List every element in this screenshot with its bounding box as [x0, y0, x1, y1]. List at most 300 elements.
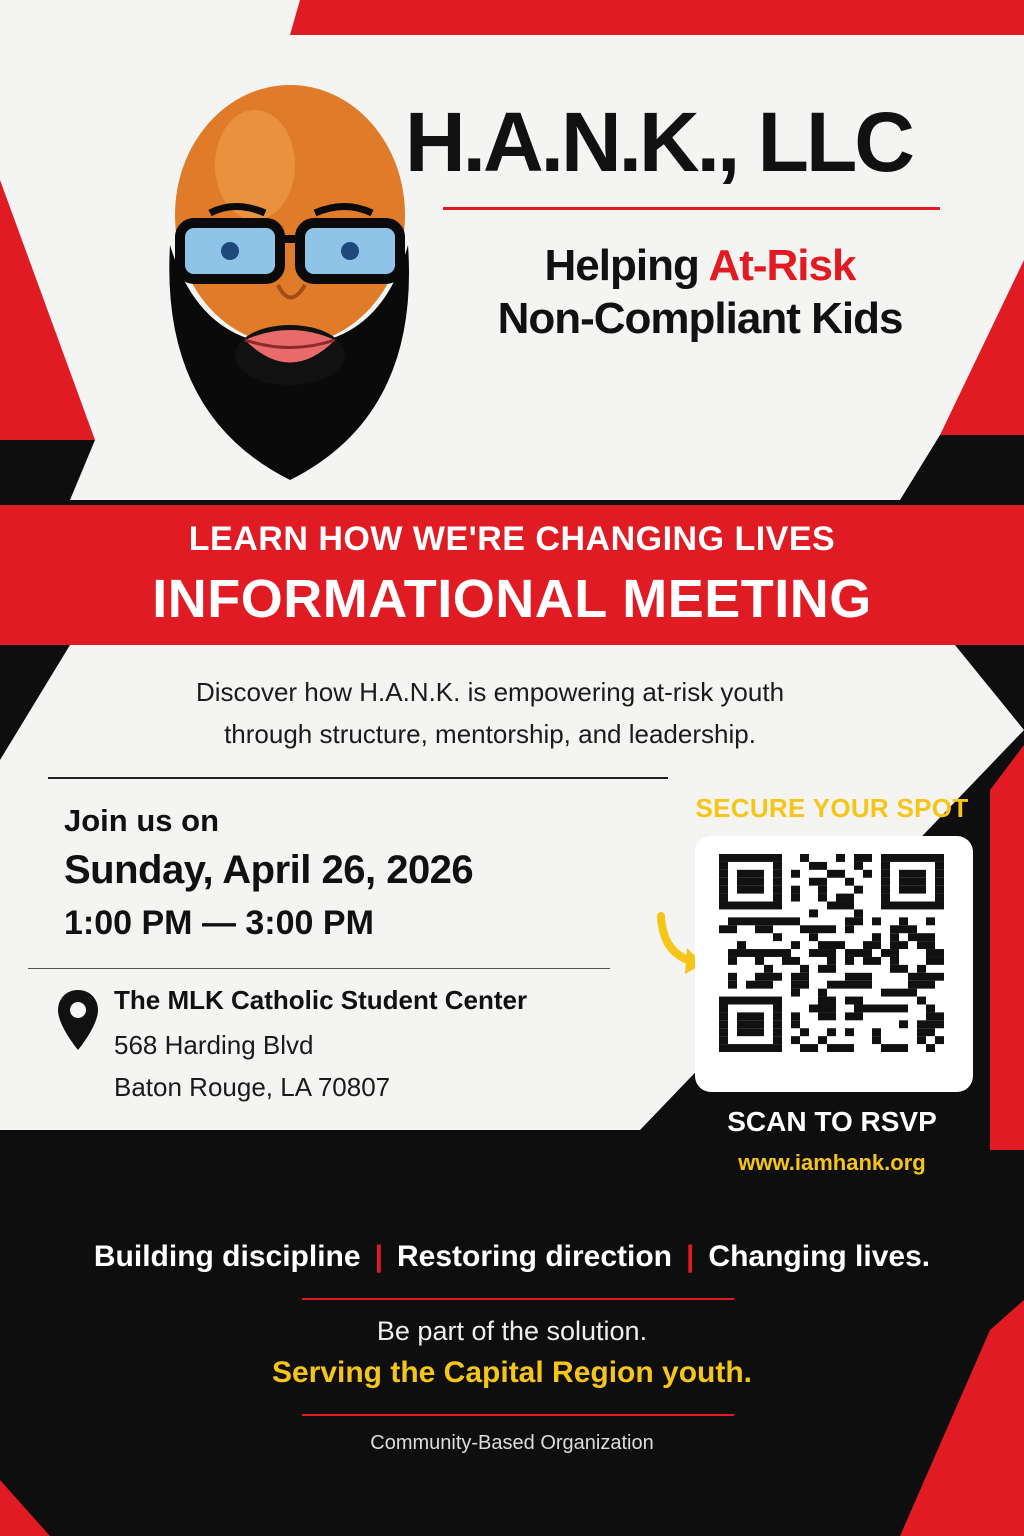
qr-module: [791, 941, 800, 949]
qr-module: [791, 981, 800, 989]
qr-module: [755, 917, 764, 925]
qr-module: [935, 854, 944, 862]
qr-module: [854, 973, 863, 981]
qr-module: [926, 973, 935, 981]
qr-module: [845, 949, 854, 957]
qr-module: [719, 1028, 728, 1036]
qr-module: [728, 925, 737, 933]
qr-module: [908, 981, 917, 989]
qr-module: [836, 870, 845, 878]
qr-module: [836, 981, 845, 989]
motto-item-1: Building discipline: [93, 1240, 361, 1273]
qr-code[interactable]: [695, 836, 973, 1092]
qr-module: [926, 1044, 935, 1052]
qr-module: [845, 997, 854, 1005]
qr-module: [872, 917, 881, 925]
qr-module: [773, 902, 782, 910]
qr-module: [818, 878, 827, 886]
qr-module: [791, 1012, 800, 1020]
qr-module: [863, 870, 872, 878]
qr-module: [908, 902, 917, 910]
qr-module: [764, 902, 773, 910]
qr-module: [755, 1012, 764, 1020]
qr-module: [737, 1012, 746, 1020]
qr-module: [728, 902, 737, 910]
venue-street: 568 Harding Blvd: [114, 1030, 314, 1060]
qr-module: [719, 886, 728, 894]
qr-module: [728, 1044, 737, 1052]
qr-module: [719, 1012, 728, 1020]
qr-module: [890, 854, 899, 862]
qr-module: [746, 1020, 755, 1028]
qr-module: [773, 870, 782, 878]
tagline-prefix: Helping: [544, 241, 699, 290]
qr-module: [899, 886, 908, 894]
qr-module: [881, 989, 890, 997]
qr-module: [845, 981, 854, 989]
qr-module: [845, 894, 854, 902]
qr-module: [827, 1044, 836, 1052]
qr-module: [728, 854, 737, 862]
qr-module: [746, 949, 755, 957]
qr-module: [773, 1020, 782, 1028]
qr-module: [863, 957, 872, 965]
location-divider: [28, 968, 610, 969]
section-divider: [48, 777, 668, 779]
qr-module: [809, 925, 818, 933]
qr-module: [818, 894, 827, 902]
qr-module: [755, 981, 764, 989]
qr-module: [881, 1044, 890, 1052]
qr-module: [854, 1004, 863, 1012]
serving-statement: Serving the Capital Region youth.: [271, 1356, 753, 1389]
qr-module: [836, 894, 845, 902]
qr-module: [719, 1004, 728, 1012]
qr-module: [818, 949, 827, 957]
qr-module: [890, 957, 899, 965]
qr-module: [935, 894, 944, 902]
qr-module: [800, 1028, 809, 1036]
qr-module: [773, 1012, 782, 1020]
qr-module: [773, 949, 782, 957]
qr-code-card[interactable]: [695, 836, 973, 1092]
qr-module: [935, 957, 944, 965]
qr-module: [719, 997, 728, 1005]
qr-module: [845, 1028, 854, 1036]
qr-module: [917, 886, 926, 894]
qr-module: [899, 870, 908, 878]
qr-module: [836, 941, 845, 949]
qr-module: [809, 1044, 818, 1052]
qr-module: [737, 941, 746, 949]
qr-module: [845, 917, 854, 925]
qr-module: [746, 886, 755, 894]
qr-module: [737, 1044, 746, 1052]
qr-module: [890, 1004, 899, 1012]
qr-module: [917, 941, 926, 949]
qr-module: [818, 1012, 827, 1020]
qr-module: [863, 973, 872, 981]
qr-module: [899, 965, 908, 973]
motto-separator: |: [374, 1240, 383, 1273]
qr-module: [755, 1020, 764, 1028]
qr-module: [908, 973, 917, 981]
motto: [0, 1240, 1024, 1274]
qr-module: [719, 870, 728, 878]
qr-module: [926, 941, 935, 949]
qr-module: [773, 1036, 782, 1044]
qr-module: [899, 925, 908, 933]
qr-module: [854, 997, 863, 1005]
motto-item-3: Changing lives.: [708, 1240, 931, 1273]
banner-heading: INFORMATIONAL MEETING: [152, 569, 872, 629]
qr-module: [881, 854, 890, 862]
qr-module: [746, 870, 755, 878]
qr-module: [827, 1004, 836, 1012]
qr-module: [935, 878, 944, 886]
qr-module: [737, 902, 746, 910]
qr-module: [845, 957, 854, 965]
qr-module: [737, 997, 746, 1005]
qr-module: [926, 1004, 935, 1012]
qr-module: [737, 870, 746, 878]
venue-name: The MLK Catholic Student Center: [114, 985, 528, 1015]
qr-module: [773, 1044, 782, 1052]
qr-module: [791, 870, 800, 878]
qr-module: [863, 941, 872, 949]
qr-module: [881, 1004, 890, 1012]
qr-module: [809, 862, 818, 870]
qr-module: [764, 981, 773, 989]
qr-module: [899, 1044, 908, 1052]
qr-module: [818, 1004, 827, 1012]
organization-title: H.A.N.K., LLC: [405, 95, 912, 189]
qr-module: [917, 965, 926, 973]
qr-module: [827, 997, 836, 1005]
qr-module: [935, 1020, 944, 1028]
qr-module: [899, 1020, 908, 1028]
qr-module: [917, 902, 926, 910]
qr-module: [881, 894, 890, 902]
qr-module: [926, 854, 935, 862]
qr-module: [935, 949, 944, 957]
qr-module: [764, 917, 773, 925]
qr-module: [890, 949, 899, 957]
qr-module: [890, 941, 899, 949]
qr-module: [890, 902, 899, 910]
qr-module: [773, 862, 782, 870]
qr-module: [791, 894, 800, 902]
scan-label: SCAN TO RSVP: [727, 1106, 937, 1137]
qr-module: [845, 973, 854, 981]
qr-module: [872, 1036, 881, 1044]
qr-module: [881, 862, 890, 870]
qr-module: [836, 1044, 845, 1052]
qr-module: [782, 917, 791, 925]
qr-module: [908, 989, 917, 997]
qr-module: [899, 902, 908, 910]
qr-module: [908, 878, 917, 886]
qr-module: [809, 909, 818, 917]
qr-module: [818, 997, 827, 1005]
qr-module: [872, 1028, 881, 1036]
tagline-highlight: At-Risk: [708, 241, 856, 290]
qr-module: [746, 1012, 755, 1020]
description-line2: through structure, mentorship, and leadership.: [224, 718, 756, 749]
qr-module: [854, 949, 863, 957]
call-to-action: Be part of the solution.: [376, 1316, 648, 1346]
qr-module: [737, 1020, 746, 1028]
qr-module: [926, 981, 935, 989]
qr-module: [800, 1044, 809, 1052]
qr-module: [836, 902, 845, 910]
qr-module: [926, 957, 935, 965]
tagline-line2: Non-Compliant Kids: [497, 293, 903, 343]
qr-module: [926, 1028, 935, 1036]
qr-module: [854, 854, 863, 862]
join-label: Join us on: [64, 803, 219, 838]
qr-module: [719, 878, 728, 886]
qr-module: [764, 1044, 773, 1052]
qr-module: [863, 1004, 872, 1012]
qr-module: [737, 886, 746, 894]
qr-module: [746, 981, 755, 989]
qr-module: [809, 878, 818, 886]
qr-module: [737, 1028, 746, 1036]
qr-module: [827, 957, 836, 965]
qr-module: [728, 949, 737, 957]
qr-module: [809, 1004, 818, 1012]
qr-module: [764, 925, 773, 933]
qr-module: [926, 917, 935, 925]
motto-separator: |: [686, 1240, 695, 1273]
qr-module: [935, 973, 944, 981]
qr-module: [935, 862, 944, 870]
qr-module: [746, 997, 755, 1005]
qr-module: [818, 989, 827, 997]
qr-module: [719, 862, 728, 870]
qr-module: [935, 902, 944, 910]
qr-module: [881, 886, 890, 894]
qr-module: [791, 989, 800, 997]
qr-module: [926, 949, 935, 957]
qr-module: [827, 981, 836, 989]
qr-module: [845, 878, 854, 886]
qr-module: [872, 933, 881, 941]
qr-module: [827, 1028, 836, 1036]
qr-module: [917, 854, 926, 862]
qr-module: [737, 854, 746, 862]
qr-module: [728, 997, 737, 1005]
qr-module: [818, 925, 827, 933]
qr-module: [881, 902, 890, 910]
qr-module: [746, 902, 755, 910]
qr-module: [926, 902, 935, 910]
event-time: 1:00 PM — 3:00 PM: [64, 904, 374, 942]
qr-module: [764, 854, 773, 862]
qr-module: [845, 1044, 854, 1052]
qr-module: [890, 933, 899, 941]
qr-module: [917, 997, 926, 1005]
qr-module: [746, 854, 755, 862]
description-line1: Discover how H.A.N.K. is empowering at-risk youth: [195, 677, 785, 707]
qr-module: [854, 981, 863, 989]
qr-module: [890, 1044, 899, 1052]
qr-module: [935, 1012, 944, 1020]
qr-module: [899, 1004, 908, 1012]
qr-module: [719, 854, 728, 862]
qr-module: [872, 941, 881, 949]
qr-module: [854, 917, 863, 925]
qr-module: [746, 1028, 755, 1036]
qr-module: [800, 965, 809, 973]
qr-module: [926, 933, 935, 941]
qr-module: [908, 933, 917, 941]
qr-module: [917, 933, 926, 941]
qr-module: [737, 878, 746, 886]
title-divider: [443, 207, 940, 210]
organization-type: Community-Based Organization: [370, 1432, 654, 1454]
qr-module: [827, 949, 836, 957]
qr-module: [818, 1036, 827, 1044]
qr-module: [881, 870, 890, 878]
qr-module: [773, 854, 782, 862]
qr-module: [854, 909, 863, 917]
qr-module: [926, 1020, 935, 1028]
qr-module: [728, 981, 737, 989]
qr-module: [926, 1012, 935, 1020]
qr-module: [773, 878, 782, 886]
qr-module: [755, 902, 764, 910]
qr-module: [899, 878, 908, 886]
qr-module: [881, 878, 890, 886]
qr-module: [800, 925, 809, 933]
qr-module: [773, 894, 782, 902]
qr-module: [773, 1028, 782, 1036]
website-link[interactable]: www.iamhank.org: [738, 1150, 926, 1175]
qr-module: [746, 878, 755, 886]
qr-module: [719, 1044, 728, 1052]
qr-module: [764, 965, 773, 973]
qr-module: [791, 1020, 800, 1028]
qr-module: [890, 965, 899, 973]
qr-module: [935, 1036, 944, 1044]
qr-module: [719, 1036, 728, 1044]
qr-module: [791, 886, 800, 894]
qr-module: [908, 854, 917, 862]
qr-module: [764, 949, 773, 957]
qr-module: [755, 878, 764, 886]
qr-module: [827, 941, 836, 949]
qr-module: [719, 894, 728, 902]
qr-module: [809, 949, 818, 957]
qr-module: [818, 941, 827, 949]
mascot-portrait-illustration: [150, 85, 420, 490]
qr-module: [719, 1020, 728, 1028]
qr-module: [773, 973, 782, 981]
qr-module: [827, 870, 836, 878]
qr-module: [899, 941, 908, 949]
event-date: Sunday, April 26, 2026: [64, 848, 474, 892]
qr-module: [899, 917, 908, 925]
qr-module: [800, 854, 809, 862]
qr-module: [755, 1044, 764, 1052]
qr-module: [818, 965, 827, 973]
qr-module: [890, 989, 899, 997]
motto-item-2: Restoring direction: [396, 1240, 672, 1273]
qr-module: [719, 902, 728, 910]
qr-module: [935, 886, 944, 894]
qr-module: [746, 1044, 755, 1052]
qr-module: [755, 973, 764, 981]
qr-module: [773, 1004, 782, 1012]
qr-module: [854, 1012, 863, 1020]
qr-module: [764, 997, 773, 1005]
qr-module: [791, 957, 800, 965]
rsvp-heading: SECURE YOUR SPOT: [695, 793, 969, 823]
tagline: [420, 240, 980, 346]
qr-module: [791, 917, 800, 925]
qr-module: [836, 854, 845, 862]
qr-module: [773, 886, 782, 894]
qr-module: [917, 981, 926, 989]
qr-module: [809, 933, 818, 941]
qr-module: [908, 886, 917, 894]
qr-module: [827, 902, 836, 910]
qr-module: [728, 973, 737, 981]
qr-module: [791, 973, 800, 981]
qr-module: [728, 957, 737, 965]
qr-module: [845, 925, 854, 933]
qr-module: [782, 957, 791, 965]
banner-subheading: LEARN HOW WE'RE CHANGING LIVES: [188, 520, 836, 558]
qr-module: [755, 997, 764, 1005]
footer-divider-bottom: [302, 1414, 734, 1416]
qr-module: [872, 957, 881, 965]
qr-module: [773, 917, 782, 925]
qr-module: [818, 886, 827, 894]
qr-module: [818, 862, 827, 870]
footer-divider-top: [302, 1298, 734, 1300]
qr-module: [872, 1004, 881, 1012]
qr-module: [863, 854, 872, 862]
qr-module: [908, 870, 917, 878]
qr-module: [800, 973, 809, 981]
qr-module: [917, 870, 926, 878]
qr-module: [728, 917, 737, 925]
qr-module: [917, 1028, 926, 1036]
qr-module: [845, 1012, 854, 1020]
qr-module: [755, 925, 764, 933]
qr-module: [890, 925, 899, 933]
qr-module: [935, 870, 944, 878]
qr-module: [746, 917, 755, 925]
qr-module: [908, 925, 917, 933]
qr-module: [827, 1012, 836, 1020]
qr-module: [773, 933, 782, 941]
qr-module: [917, 1020, 926, 1028]
qr-module: [917, 1036, 926, 1044]
qr-module: [791, 1036, 800, 1044]
qr-module: [854, 886, 863, 894]
qr-module: [854, 862, 863, 870]
qr-module: [845, 902, 854, 910]
qr-module: [755, 870, 764, 878]
qr-module: [773, 997, 782, 1005]
description: [60, 672, 920, 755]
qr-module: [755, 957, 764, 965]
qr-module: [800, 981, 809, 989]
